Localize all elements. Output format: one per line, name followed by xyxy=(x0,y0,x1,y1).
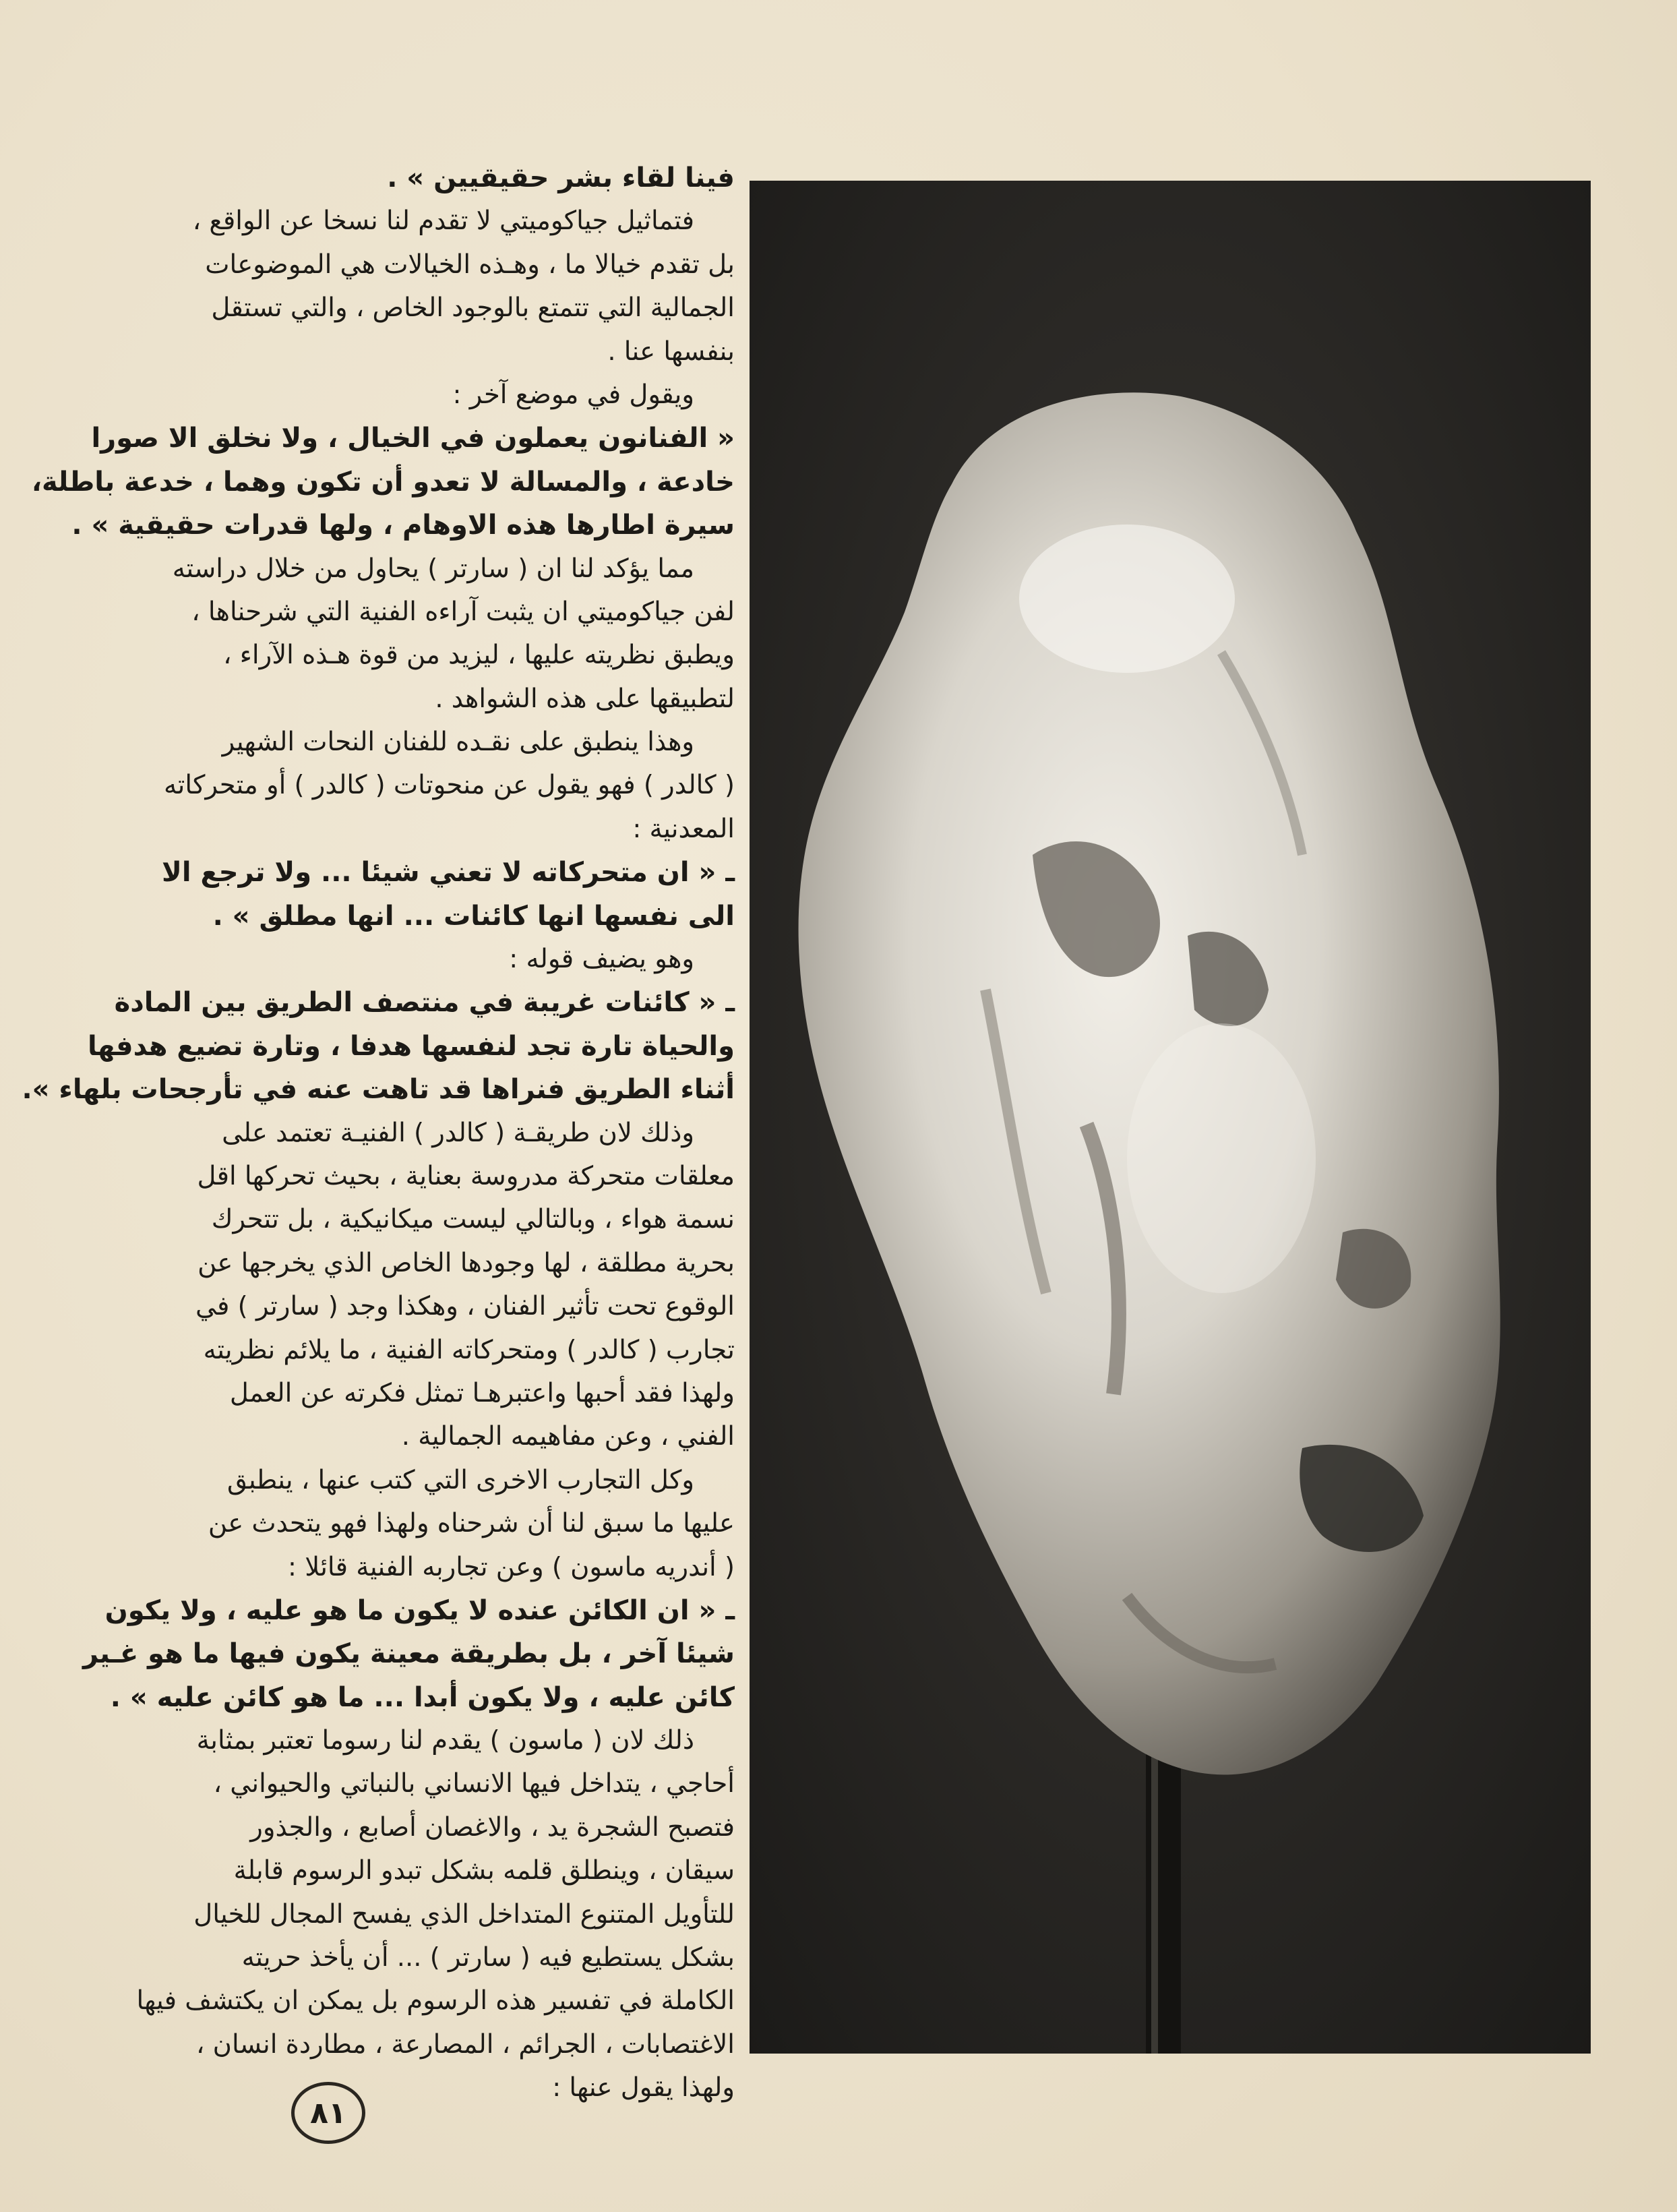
text-line: فتماثيل جياكوميتي لا تقدم لنا نسخا عن الواقع ، xyxy=(192,206,694,237)
text-line: لفن جياكوميتي ان يثبت آراءه الفنية التي شرحناها ، xyxy=(191,596,735,627)
text-line: معلقات متحركة مدروسة بعناية ، بحيث تحركها اقل xyxy=(197,1160,735,1191)
text-line: ذلك لان ( ماسون ) يقدم لنا رسوما تعتبر بمثابة xyxy=(196,1725,694,1756)
text-line: أحاجي ، يتداخل فيها الانساني بالنباتي والحيواني ، xyxy=(213,1768,735,1799)
text-line: سيرة اطارها هذه الاوهام ، ولها قدرات حقيقية » . xyxy=(71,510,735,541)
text-line: الاغتصابات ، الجرائم ، المصارعة ، مطاردة انسان ، xyxy=(196,2029,735,2060)
text-line: ( أندريه ماسون ) وعن تجاربه الفنية قائلا : xyxy=(288,1551,735,1582)
text-line: للتأويل المتنوع المتداخل الذي يفسح المجال للخيال xyxy=(193,1899,735,1930)
text-line: ولهذا يقول عنها : xyxy=(552,2072,735,2103)
text-line: الكاملة في تفسير هذه الرسوم بل يمكن ان يكتشف فيها xyxy=(136,1985,735,2016)
text-line: نسمة هواء ، وبالتالي ليست ميكانيكية ، بل تتحرك xyxy=(211,1204,735,1235)
text-line: « الفنانون يعملون في الخيال ، ولا نخلق الا صورا xyxy=(91,423,735,454)
sculpture-photograph xyxy=(750,181,1591,2054)
text-line: بنفسها عنا . xyxy=(607,336,735,367)
text-line: كائن عليه ، ولا يكون أبدا ... ما هو كائن عليه » . xyxy=(110,1681,735,1713)
text-line: الجمالية التي تتمتع بالوجود الخاص ، والتي تستقل xyxy=(211,293,735,324)
text-line: سيقان ، وينطلق قلمه بشكل تبدو الرسوم قابلة xyxy=(233,1855,735,1886)
page-number: ٨١ xyxy=(291,2082,365,2144)
text-line: الى نفسها انها كائنات ... انها مطلق » . xyxy=(212,900,735,932)
text-line: المعدنية : xyxy=(632,813,735,844)
text-line: شيئا آخر ، بل بطريقة معينة يكون فيها ما هو غـير xyxy=(82,1638,735,1670)
text-line: فينا لقاء بشر حقيقيين » . xyxy=(387,162,735,193)
text-line: عليها ما سبق لنا أن شرحناه ولهذا فهو يتحدث عن xyxy=(208,1508,735,1539)
text-line: الفني ، وعن مفاهيمه الجمالية . xyxy=(401,1421,735,1452)
text-line: ويطبق نظريته عليها ، ليزيد من قوة هـذه الآراء ، xyxy=(223,640,735,671)
text-line: وهو يضيف قوله : xyxy=(509,944,694,975)
text-line: لتطبيقها على هذه الشواهد . xyxy=(435,683,735,714)
text-line: خادعة ، والمسالة لا تعدو أن تكون وهما ، خدعة باطلة، xyxy=(31,466,735,498)
text-line: أثناء الطريق فنراها قد تاهت عنه في تأرجحات بلهاء ». xyxy=(22,1074,735,1106)
text-line: فتصبح الشجرة يد ، والاغصان أصابع ، والجذور xyxy=(250,1812,735,1843)
text-line: ( كالدر ) فهو يقول عن منحوتات ( كالدر ) أو متحركاته xyxy=(164,770,735,801)
article-text-column xyxy=(22,156,735,2103)
text-line: ـ « كائنات غريبة في منتصف الطريق بين المادة xyxy=(114,987,735,1019)
text-line: وكل التجارب الاخرى التي كتب عنها ، ينطبق xyxy=(226,1464,694,1495)
text-line: وذلك لان طريقـة ( كالدر ) الفنيـة تعتمد على xyxy=(222,1117,694,1148)
text-line: بحرية مطلقة ، لها وجودها الخاص الذي يخرجها عن xyxy=(197,1247,735,1278)
text-line: والحياة تارة تجد لنفسها هدفا ، وتارة تضيع هدفها xyxy=(87,1030,735,1062)
text-line: ولهذا فقد أحبها واعتبرهـا تمثل فكرته عن العمل xyxy=(229,1377,735,1408)
sculpture-head-image xyxy=(750,181,1591,2054)
text-line: وهذا ينطبق على نقـده للفنان النحات الشهير xyxy=(222,727,694,758)
text-line: الوقوع تحت تأثير الفنان ، وهكذا وجد ( سارتر ) في xyxy=(195,1291,735,1322)
text-line: ـ « ان متحركاته لا تعني شيئا ... ولا ترجع الا xyxy=(162,857,735,889)
text-line: ـ « ان الكائن عنده لا يكون ما هو عليه ، ولا يكون xyxy=(104,1594,735,1626)
text-line: مما يؤكد لنا ان ( سارتر ) يحاول من خلال دراسته xyxy=(172,553,694,584)
text-line: بل تقدم خيالا ما ، وهـذه الخيالات هي الموضوعات xyxy=(205,249,735,280)
text-line: بشكل يستطيع فيه ( سارتر ) ... أن يأخذ حريته xyxy=(241,1942,735,1973)
text-line: تجارب ( كالدر ) ومتحركاته الفنية ، ما يلائم نظريته xyxy=(203,1334,735,1365)
text-line: ويقول في موضع آخر : xyxy=(452,379,694,410)
